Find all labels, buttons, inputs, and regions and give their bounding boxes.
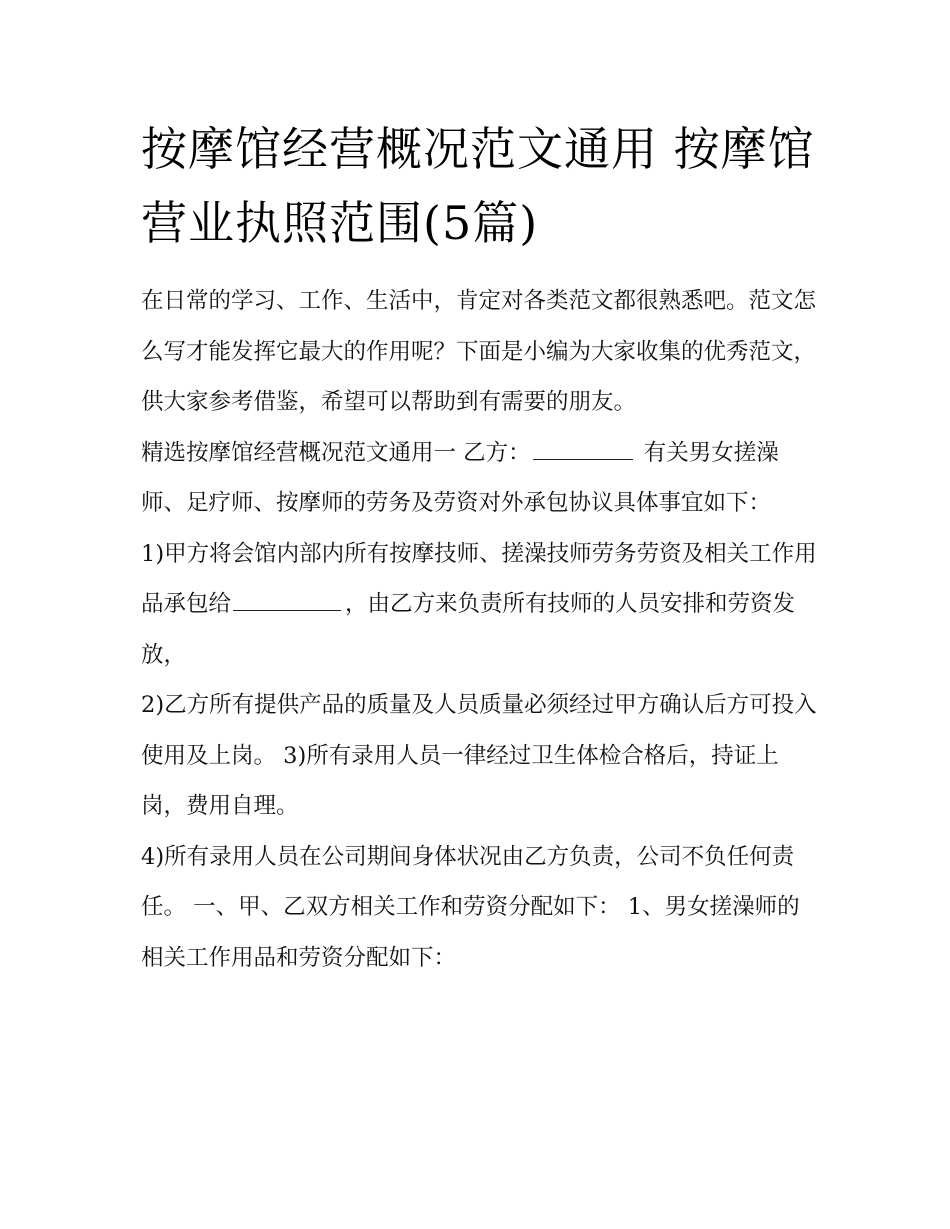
intro-paragraph: 在日常的学习、工作、生活中，肯定对各类范文都很熟悉吧。范文怎么写才能发挥它最大的作用呢？下面是小编为大家收集的优秀范文，供大家参考借鉴，希望可以帮助到有需要的朋友。 [141,288,817,415]
party-b-text: 精选按摩馆经营概况范文通用一 乙方： [141,439,531,466]
document-body [141,276,821,983]
party-b-text-rest: 有关男女搓澡师、足疗师、按摩师的劳务及劳资对外承包协议具体事宜如下： [141,439,779,516]
paragraph-item-4: 4)所有录用人员在公司期间身体状况由乙方负责，公司不负任何责任。 一、甲、乙双方相关工作和劳资分配如下： 1、男女搓澡师的相关工作用品和劳资分配如下： [141,843,800,971]
paragraph-item-1 [141,529,821,681]
paragraph-item-2-3: 2)乙方所有提供产品的质量及人员质量必须经过甲方确认后方可投入使用及上岗。 3)所有录用人员一律经过卫生体检合格后，持证上岗，费用自理。 [141,692,817,819]
item-1-blank-line [233,609,341,611]
item-1-text-rest: ，由乙方来负责所有技师的人员安排和劳资发放， [141,591,796,668]
document-title: 按摩馆经营概况范文通用 按摩馆营业执照范围(5篇) [141,122,815,250]
item-1-text: 1)甲方将会馆内部内所有按摩技师、搓澡技师劳务劳资及相关工作用品承包给 [141,540,817,617]
party-b-blank-line [533,458,633,460]
paragraph-party-b [141,428,821,529]
